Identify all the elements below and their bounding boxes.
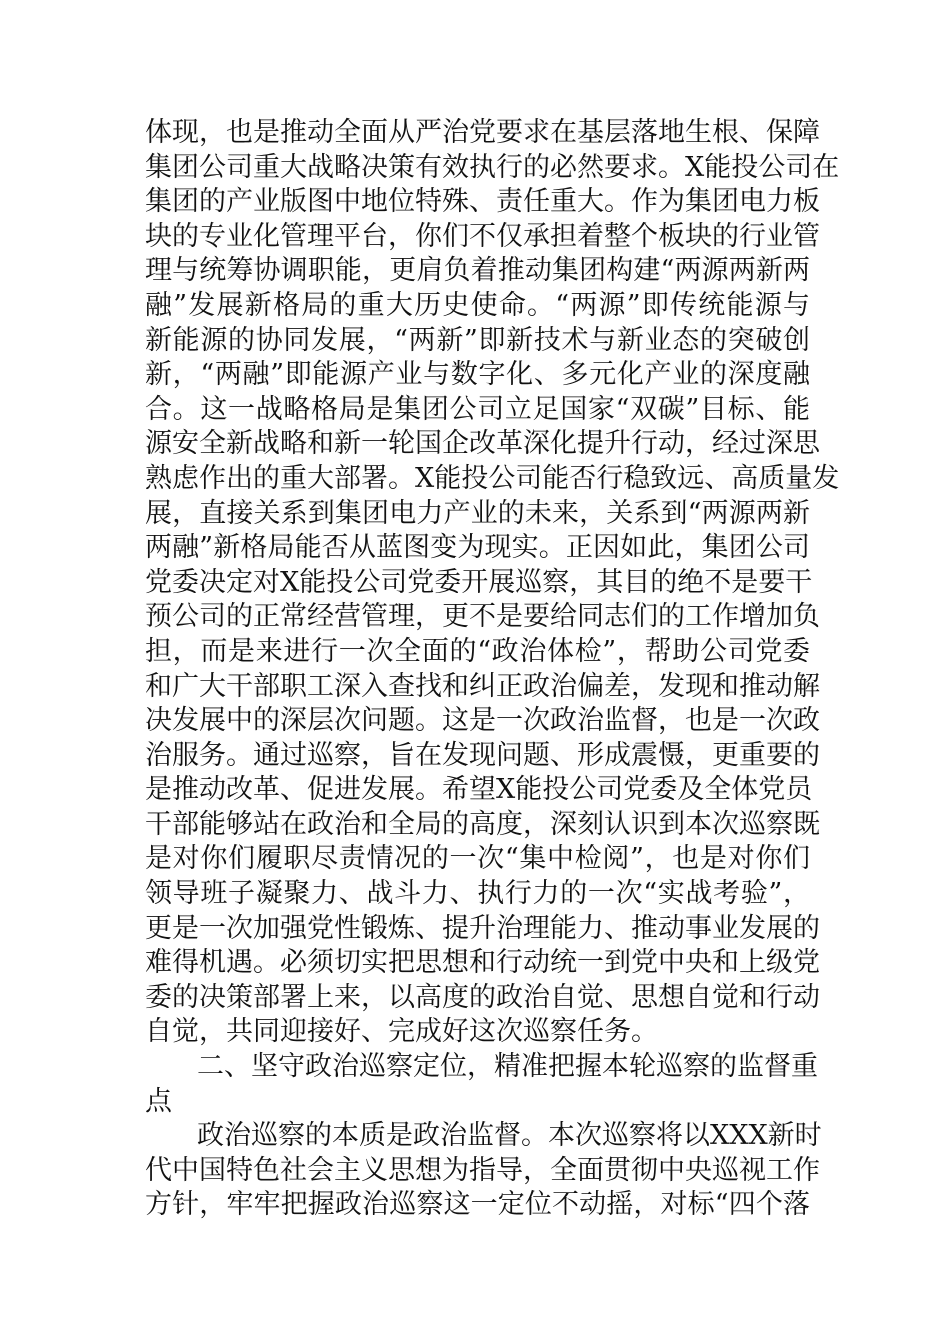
- text-line: 自觉，共同迎接好、完成好这次巡察任务。: [145, 1016, 658, 1048]
- text-line: 担，而是来进行一次全面的“政治体检”，帮助公司党委: [145, 635, 810, 667]
- text-line: 集团的产业版图中地位特殊、责任重大。作为集团电力板: [145, 186, 820, 218]
- heading-line: 点: [145, 1085, 172, 1117]
- text-line: 融”发展新格局的重大历史使命。“两源”即传统能源与: [145, 289, 810, 321]
- text-line: 熟虑作出的重大部署。X能投公司能否行稳致远、高质量发: [145, 462, 840, 494]
- text-line: 更是一次加强党性锻炼、提升治理能力、推动事业发展的: [145, 912, 820, 944]
- paragraph-political-supervision: [145, 1119, 822, 1223]
- text-line: 决发展中的深层次问题。这是一次政治监督，也是一次政: [145, 705, 820, 737]
- text-line: 干部能够站在政治和全局的高度，深刻认识到本次巡察既: [145, 808, 820, 840]
- text-line: 源安全新战略和新一轮国企改革深化提升行动，经过深思: [145, 428, 820, 460]
- text-line: 理与统筹协调职能，更肩负着推动集团构建“两源两新两: [145, 255, 810, 287]
- text-line: 难得机遇。必须切实把思想和行动统一到党中央和上级党: [145, 947, 820, 979]
- text-line: 政治巡察的本质是政治监督。本次巡察将以XXX新时: [197, 1120, 822, 1152]
- heading-line: 二、坚守政治巡察定位，精准把握本轮巡察的监督重: [197, 1051, 818, 1083]
- text-line: 两融”新格局能否从蓝图变为现实。正因如此，集团公司: [145, 532, 810, 564]
- text-line: 党委决定对X能投公司党委开展巡察，其目的绝不是要干: [145, 566, 813, 598]
- text-line: 合。这一战略格局是集团公司立足国家“双碳”目标、能: [145, 393, 810, 425]
- text-line: 领导班子凝聚力、战斗力、执行力的一次“实战考验”，: [145, 878, 810, 910]
- text-line: 委的决策部署上来，以高度的政治自觉、思想自觉和行动: [145, 981, 820, 1013]
- text-line: 新能源的协同发展，“两新”即新技术与新业态的突破创: [145, 324, 810, 356]
- section-heading-2: [145, 1050, 818, 1119]
- text-line: 代中国特色社会主义思想为指导，全面贯彻中央巡视工作: [145, 1154, 820, 1186]
- text-line: 体现，也是推动全面从严治党要求在基层落地生根、保障: [145, 117, 820, 148]
- text-line: 和广大干部职工深入查找和纠正政治偏差，发现和推动解: [145, 670, 820, 702]
- text-line: 治服务。通过巡察，旨在发现问题、形成震慑，更重要的: [145, 739, 820, 771]
- text-line: 块的专业化管理平台，你们不仅承担着整个板块的行业管: [145, 220, 820, 252]
- text-line: 是推动改革、促进发展。希望X能投公司党委及全体党员: [145, 774, 813, 806]
- text-line: 预公司的正常经营管理，更不是要给同志们的工作增加负: [145, 601, 820, 633]
- text-line: 展，直接关系到集团电力产业的未来，关系到“两源两新: [145, 497, 810, 529]
- text-line: 集团公司重大战略决策有效执行的必然要求。X能投公司在: [145, 151, 840, 183]
- text-line: 方针，牢牢把握政治巡察这一定位不动摇，对标“四个落: [145, 1189, 810, 1221]
- document-body: [145, 116, 840, 1223]
- paragraph-political-inspection-purpose: [145, 116, 840, 1050]
- text-line: 是对你们履职尽责情况的一次“集中检阅”，也是对你们: [145, 843, 810, 875]
- text-line: 新，“两融”即能源产业与数字化、多元化产业的深度融: [145, 359, 810, 391]
